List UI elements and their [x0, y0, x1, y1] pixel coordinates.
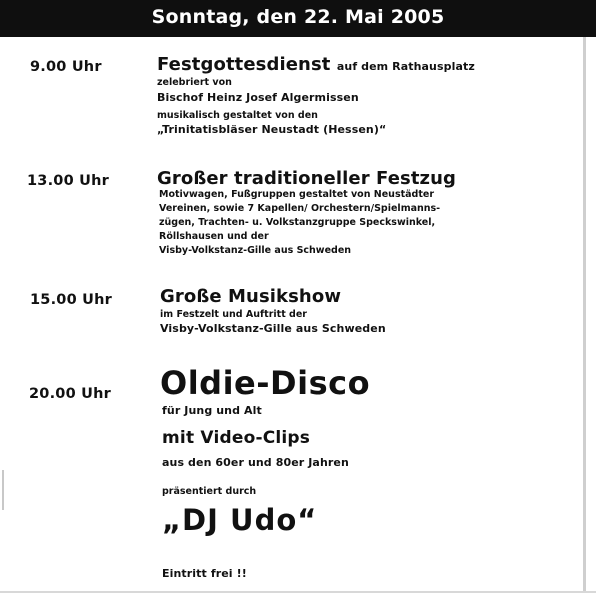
event-time-4: 20.00 Uhr — [29, 386, 111, 402]
right-edge-border — [583, 37, 586, 592]
bottom-edge-border — [0, 591, 596, 593]
event-title-1-suffix: auf dem Rathausplatz — [336, 60, 475, 73]
event-2-line-3: zügen, Trachten- u. Volkstanzgruppe Speckswinkel, — [159, 217, 436, 228]
event-time-2: 13.00 Uhr — [27, 173, 109, 189]
event-title-3: Große Musikshow — [160, 286, 342, 307]
page-header — [0, 0, 596, 37]
event-3-line-2: Visby-Volkstanz-Gille aus Schweden — [160, 322, 386, 335]
event-title-2: Großer traditioneller Festzug — [157, 168, 457, 189]
header-title: Sonntag, den 22. Mai 2005 — [151, 6, 445, 28]
event-1-line-2: Bischof Heinz Josef Algermissen — [157, 91, 359, 104]
event-4-line-4: präsentiert durch — [162, 486, 257, 497]
event-1-line-3: musikalisch gestaltet von den — [157, 110, 318, 121]
event-title-4: Oldie-Disco — [160, 364, 371, 402]
admission-note: Eintritt frei !! — [162, 567, 247, 580]
event-2-line-4: Röllshausen und der — [159, 231, 269, 242]
dj-name: „DJ Udo“ — [162, 503, 318, 537]
event-time-3: 15.00 Uhr — [30, 292, 112, 308]
event-2-line-2: Vereinen, sowie 7 Kapellen/ Orchestern/Spielmanns- — [159, 203, 441, 214]
event-4-line-1: für Jung und Alt — [162, 404, 262, 417]
event-title-1 — [157, 54, 475, 75]
event-3-line-1: im Festzelt und Auftritt der — [160, 309, 307, 320]
event-2-line-1: Motivwagen, Fußgruppen gestaltet von Neustädter — [159, 189, 435, 200]
event-1-line-4: „Trinitatisbläser Neustadt (Hessen)“ — [157, 123, 387, 136]
event-4-line-3: aus den 60er und 80er Jahren — [162, 456, 349, 469]
event-1-line-1: zelebriert von — [157, 77, 232, 88]
event-2-line-5: Visby-Volkstanz-Gille aus Schweden — [159, 245, 352, 256]
event-4-line-2: mit Video-Clips — [162, 428, 311, 448]
event-title-1-main: Festgottesdienst — [157, 54, 331, 75]
left-edge-speck — [2, 470, 4, 510]
event-time-1: 9.00 Uhr — [30, 59, 102, 75]
